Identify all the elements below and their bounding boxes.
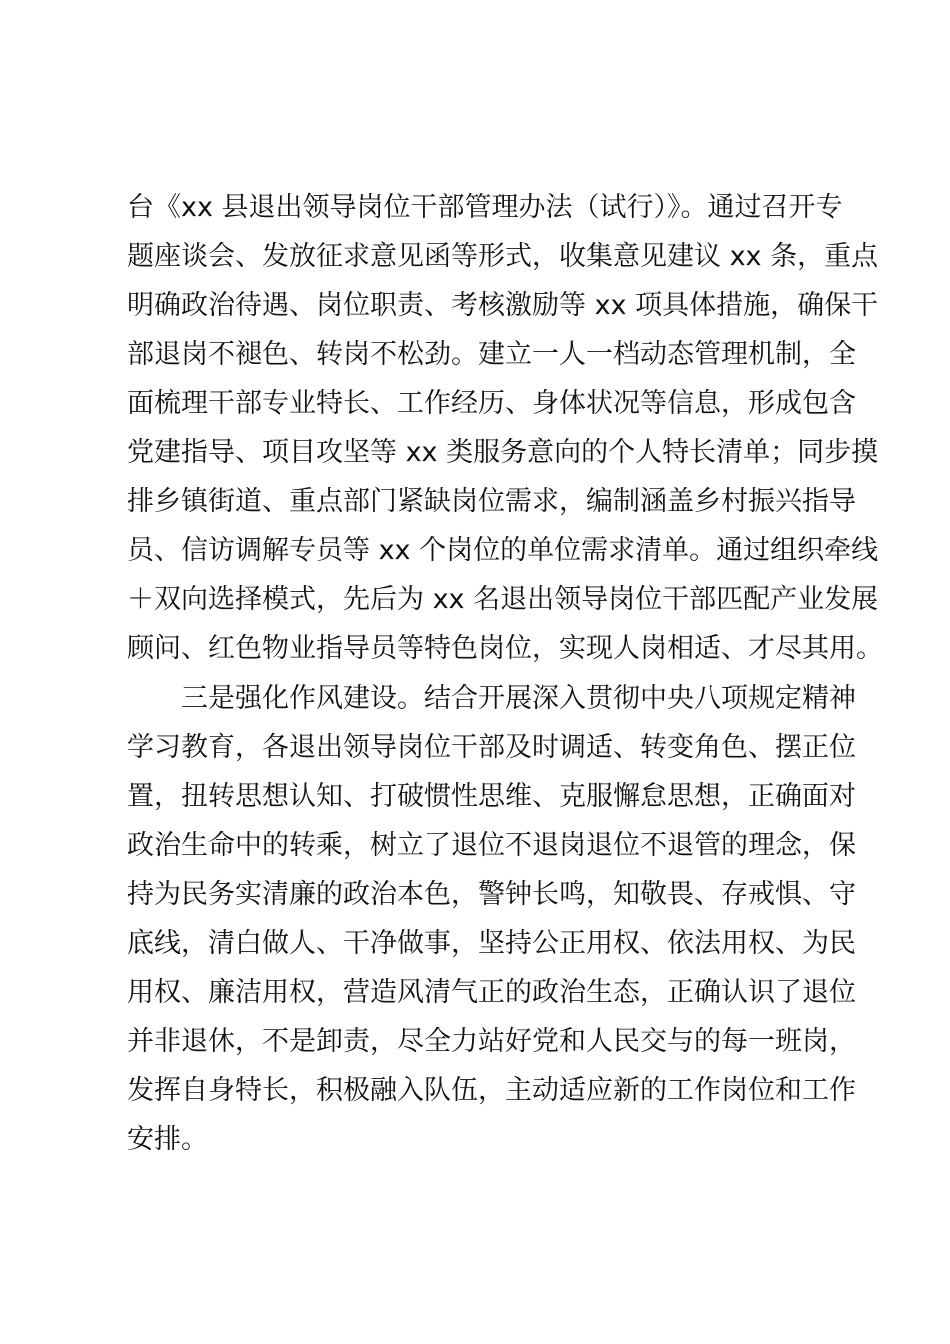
text-line: 党建指导、项目攻坚等 xx 类服务意向的个人特长清单；同步摸 [127, 437, 879, 468]
text-line: 底线，清白做人、干净做事，坚持公正用权、依法用权、为民 [127, 928, 856, 959]
paragraph-management-measures [127, 183, 883, 673]
text-line: 学习教育，各退出领导岗位干部及时调适、转变角色、摆正位 [127, 732, 856, 763]
text-line: ＋双向选择模式，先后为 xx 名退出领导岗位干部匹配产业发展 [127, 584, 879, 615]
text-line: 政治生命中的转乘，树立了退位不退岗退位不退管的理念，保 [127, 830, 856, 861]
text-line: 发挥自身特长，积极融入队伍，主动适应新的工作岗位和工作 [127, 1075, 856, 1106]
text-line: 顾问、红色物业指导员等特色岗位，实现人岗相适、才尽其用。 [127, 633, 883, 664]
text-line: 题座谈会、发放征求意见函等形式，收集意见建议 xx 条，重点 [127, 241, 879, 272]
text-line: 员、信访调解专员等 xx 个岗位的单位需求清单。通过组织牵线 [127, 535, 879, 566]
text-line: 面梳理干部专业特长、工作经历、身体状况等信息，形成包含 [127, 388, 856, 419]
text-line: 明确政治待遇、岗位职责、考核激励等 xx 项具体措施，确保干 [127, 290, 879, 321]
text-line: 并非退休，不是卸责，尽全力站好党和人民交与的每一班岗， [127, 1026, 856, 1057]
text-line: 部退岗不褪色、转岗不松劲。建立一人一档动态管理机制，全 [127, 339, 856, 370]
text-line: 持为民务实清廉的政治本色，警钟长鸣，知敬畏、存戒惧、守 [127, 879, 856, 910]
paragraph-work-style [127, 674, 856, 1164]
text-line: 三是强化作风建设。结合开展深入贯彻中央八项规定精神 [181, 683, 856, 714]
text-line: 用权、廉洁用权，营造风清气正的政治生态，正确认识了退位 [127, 977, 856, 1008]
text-line: 安排。 [127, 1124, 208, 1155]
text-line: 置，扭转思想认知、打破惯性思维、克服懈怠思想，正确面对 [127, 781, 856, 812]
text-line: 排乡镇街道、重点部门紧缺岗位需求，编制涵盖乡村振兴指导 [127, 486, 856, 517]
text-line: 台《xx 县退出领导岗位干部管理办法（试行）》。通过召开专 [127, 192, 843, 223]
